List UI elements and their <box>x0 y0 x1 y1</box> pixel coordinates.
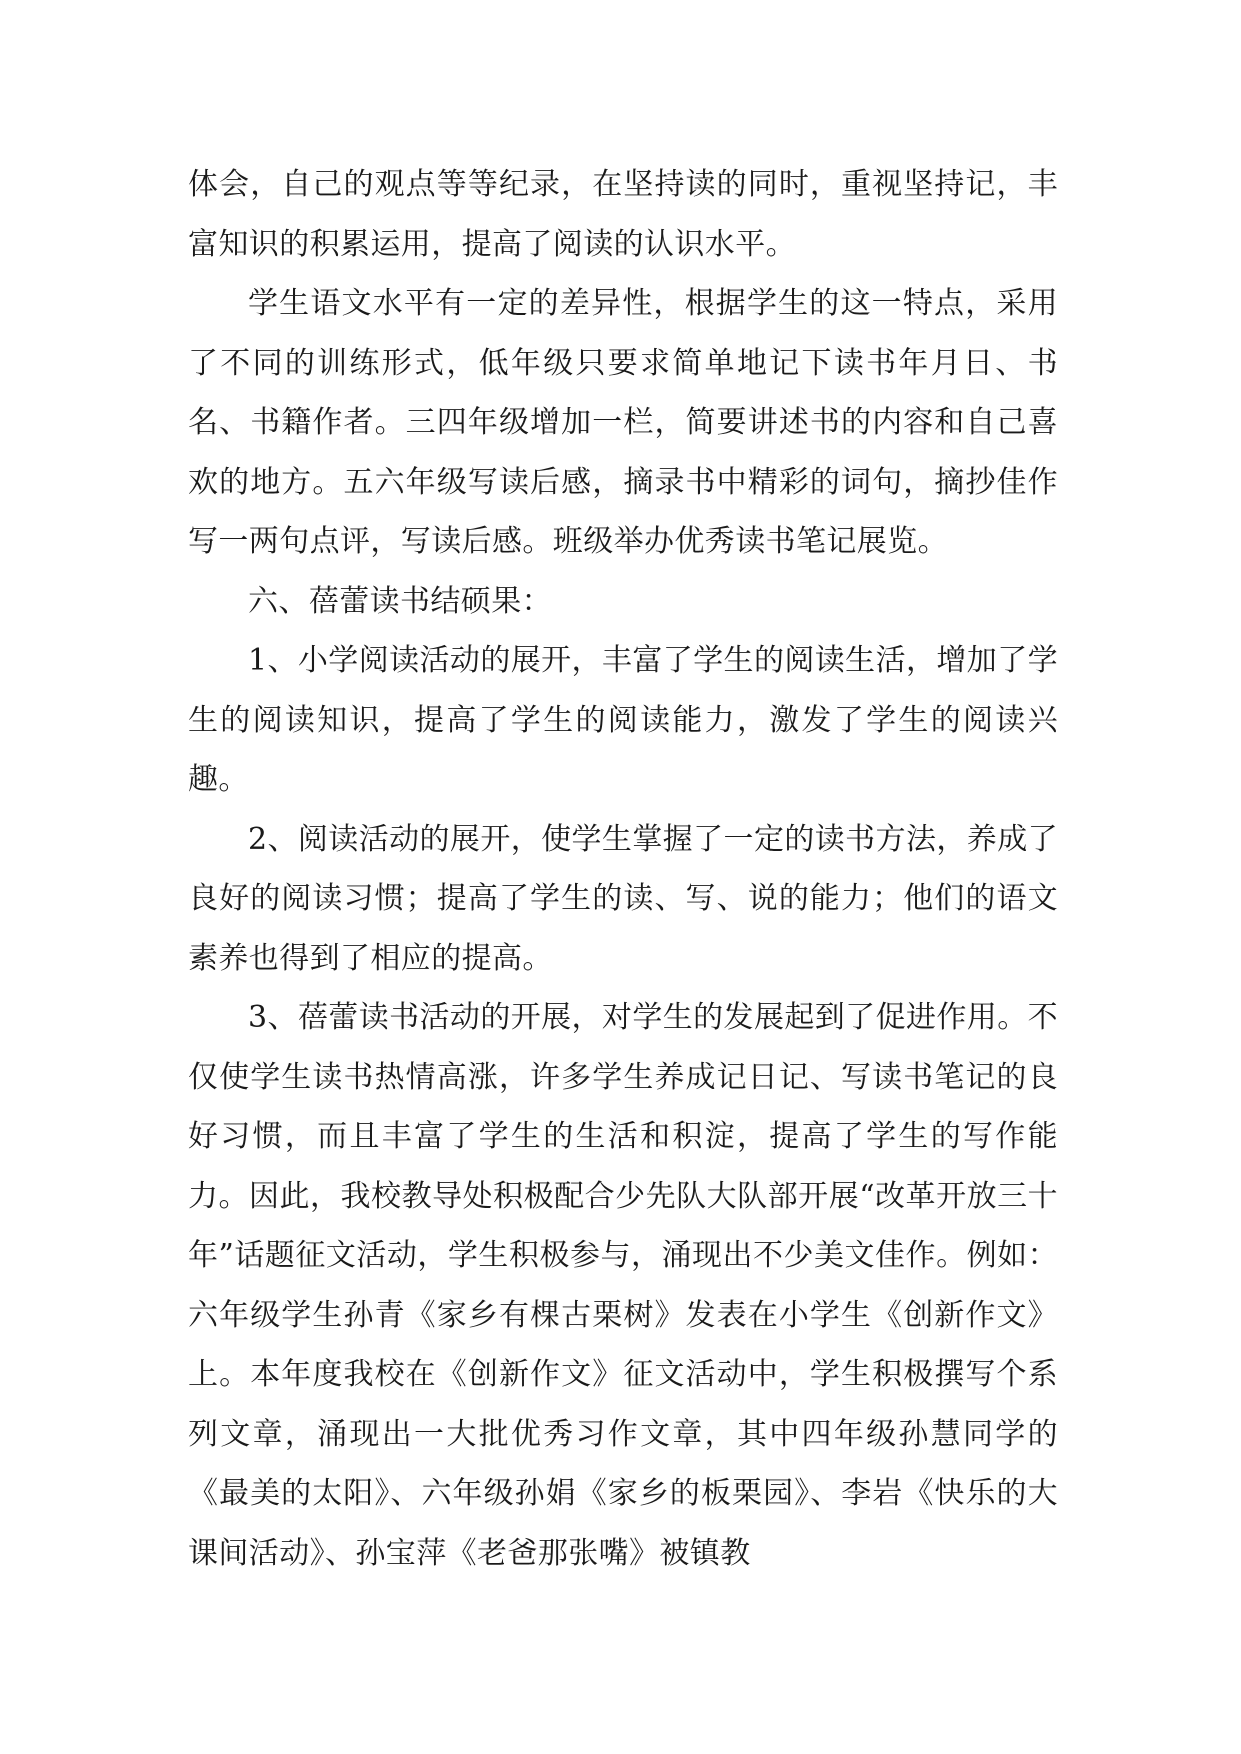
paragraph-result-2: 2、阅读活动的展开，使学生掌握了一定的读书方法，养成了良好的阅读习惯；提高了学生的读、写、说的能力；他们的语文素养也得到了相应的提高。 <box>188 821 1058 976</box>
paragraph-result-3: 3、蓓蕾读书活动的开展，对学生的发展起到了促进作用。不仅使学生读书热情高涨，许多学生养成记日记、写读书笔记的良好习惯，而且丰富了学生的生活和积淀，提高了学生的写作能力。因此，我校教导处积极配合少先队大队部开展“改革开放三十年”话题征文活动，学生积极参与，涌现出不少美文佳作。例如：六年级学生孙青《家乡有棵古栗树》发表在小学生《创新作文》上。本年度我校在《创新作文》征文活动中，学生积极撰写个系列文章，涌现出一大批优秀习作文章，其中四年级孙慧同学的《最美的太阳》、六年级孙娟《家乡的板栗园》、李岩《快乐的大课间活动》、孙宝萍《老爸那张嘴》被镇教 <box>188 1000 1058 1571</box>
paragraph-continued-reading-notes: 体会，自己的观点等等纪录，在坚持读的同时，重视坚持记，丰富知识的积累运用，提高了阅读的认识水平。 <box>188 167 1058 262</box>
paragraph-result-1: 1、小学阅读活动的展开，丰富了学生的阅读生活，增加了学生的阅读知识，提高了学生的阅读能力，激发了学生的阅读兴趣。 <box>188 643 1058 797</box>
section-heading-results: 六、蓓蕾读书结硕果： <box>248 583 552 619</box>
document-body <box>188 155 1058 1583</box>
paragraph-training-forms: 学生语文水平有一定的差异性，根据学生的这一特点，采用了不同的训练形式，低年级只要求简单地记下读书年月日、书名、书籍作者。三四年级增加一栏，简要讲述书的内容和自己喜欢的地方。五六年级写读后感，摘录书中精彩的词句，摘抄佳作写一两句点评，写读后感。班级举办优秀读书笔记展览。 <box>188 286 1058 559</box>
